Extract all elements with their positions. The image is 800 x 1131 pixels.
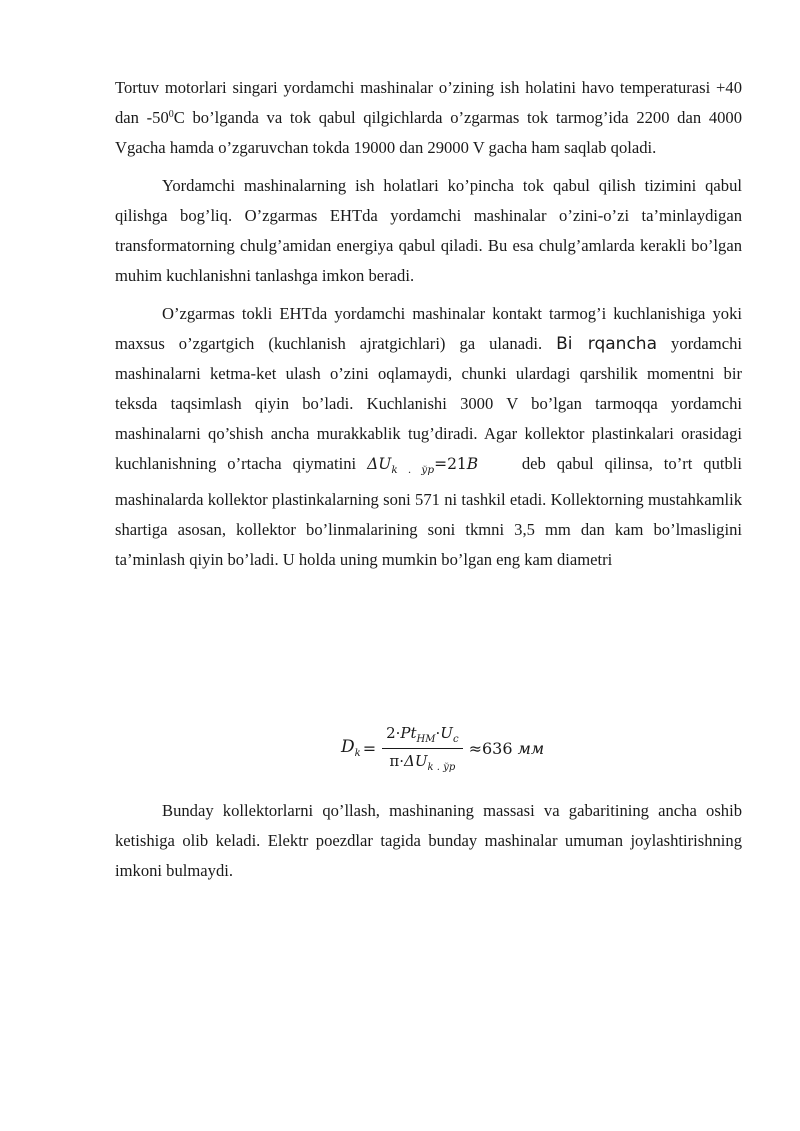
paragraph-3-text-a: O’zgarmas tokli EHTda yordamchi mashinalar kontakt tarmog’i kuchlanishiga yoki maxsus o’zgartgich (kuchlanish ajratgichlari) ga ulanadi. bbox=[115, 304, 742, 353]
numerator-pt: Pt bbox=[400, 723, 417, 742]
paragraph-3 bbox=[115, 299, 742, 575]
inline-formula-delta-u: ΔU bbox=[367, 455, 392, 473]
diameter-formula bbox=[341, 718, 544, 778]
inline-formula-subscript: k . ўр bbox=[391, 464, 435, 476]
formula-result-unit: мм bbox=[517, 738, 545, 758]
formula-numerator bbox=[382, 724, 462, 748]
paragraph-1-text-b: C bo’lganda va tok qabul qilgichlarda o’zgarmas tok tarmog’ida 2200 dan 4000 Vgacha hamda o’zgaruvchan tokda 19000 dan 29000 V gacha ham saqlab qoladi. bbox=[115, 108, 743, 157]
paragraph-2: Yordamchi mashinalarning ish holatlari ko’pincha tok qabul qilish tizimini qabul qilishga bog’liq. O’zgarmas EHTda yordamchi mashinalar o’zini-o’zi ta’minlaydigan transformatorning chulg’amidan energiya qabul qiladi. Bu esa chulg’amlarda kerakli bo’lgan muhim kuchlanishni tanlashga imkon beradi. bbox=[115, 176, 742, 285]
paragraph-1 bbox=[115, 73, 742, 163]
formula-denominator bbox=[385, 749, 459, 773]
denominator-subscript: k . ўр bbox=[427, 761, 456, 773]
formula-lhs-subscript: k bbox=[354, 748, 361, 759]
body-text-bottom bbox=[115, 796, 742, 886]
inline-formula-unit: B bbox=[466, 455, 479, 473]
formula-result-value: ≈636 bbox=[468, 738, 513, 758]
paragraph-1-text-a: Tortuv motorlari singari yordamchi mashinalar o’zining ish holatini havo temperaturasi +40 dan -50 bbox=[115, 78, 742, 127]
numerator-coefficient: 2· bbox=[386, 723, 401, 742]
paragraph-3-text-b: yordamchi mashinalarni ketma-ket ulash o’zini oqlamaydi, chunki ulardagi qarshilik momentni bir teksda taqsimlash qiyin bo’ladi. Kuchlanishi 3000 V bo’lgan tarmoqqa yordamchi mashinalarni qo’shish ancha murakkablik tug’diradi. Agar kollektor plastinkalari orasidagi kuchlanishning o’rtacha qiymatini bbox=[115, 334, 742, 473]
formula-result bbox=[469, 739, 545, 758]
numerator-dot: · bbox=[435, 723, 441, 742]
paragraph-3-emphasis: Bi rqancha bbox=[556, 334, 657, 354]
numerator-u: U bbox=[440, 723, 453, 742]
paragraph-4: Bunday kollektorlarni qo’llash, mashinaning massasi va gabaritining ancha oshib ketishiga olib keladi. Elektr poezdlar tagida bunday mashinalar umuman joylashtirishning imkoni bulmaydi. bbox=[115, 801, 742, 880]
formula-lhs bbox=[341, 737, 361, 759]
formula-fraction bbox=[382, 724, 462, 773]
degree-superscript: 0 bbox=[168, 109, 174, 120]
numerator-u-subscript: c bbox=[452, 733, 459, 745]
body-text-top bbox=[115, 73, 742, 575]
denominator-pi: π· bbox=[389, 751, 404, 770]
paragraph-3-text-c: deb qabul qilinsa, to’rt qutbli mashinalarda kollektor plastinkalarning soni 571 ni tashkil etadi. Kollektorning mustahkamlik shartiga asosan, kollektor bo’linmalarining soni tkmni 3,5 mm dan kam bo’lmasligini ta’minlash qiyin bo’ladi. U holda uning mumkin bo’lgan eng kam diametri bbox=[115, 454, 742, 569]
inline-formula-value: =21 bbox=[434, 455, 467, 473]
formula-lhs-symbol: D bbox=[341, 737, 355, 757]
numerator-pt-subscript: НМ bbox=[416, 733, 436, 745]
denominator-delta-u: ΔU bbox=[404, 751, 428, 770]
inline-formula bbox=[367, 454, 479, 476]
formula-equals: = bbox=[362, 738, 377, 758]
